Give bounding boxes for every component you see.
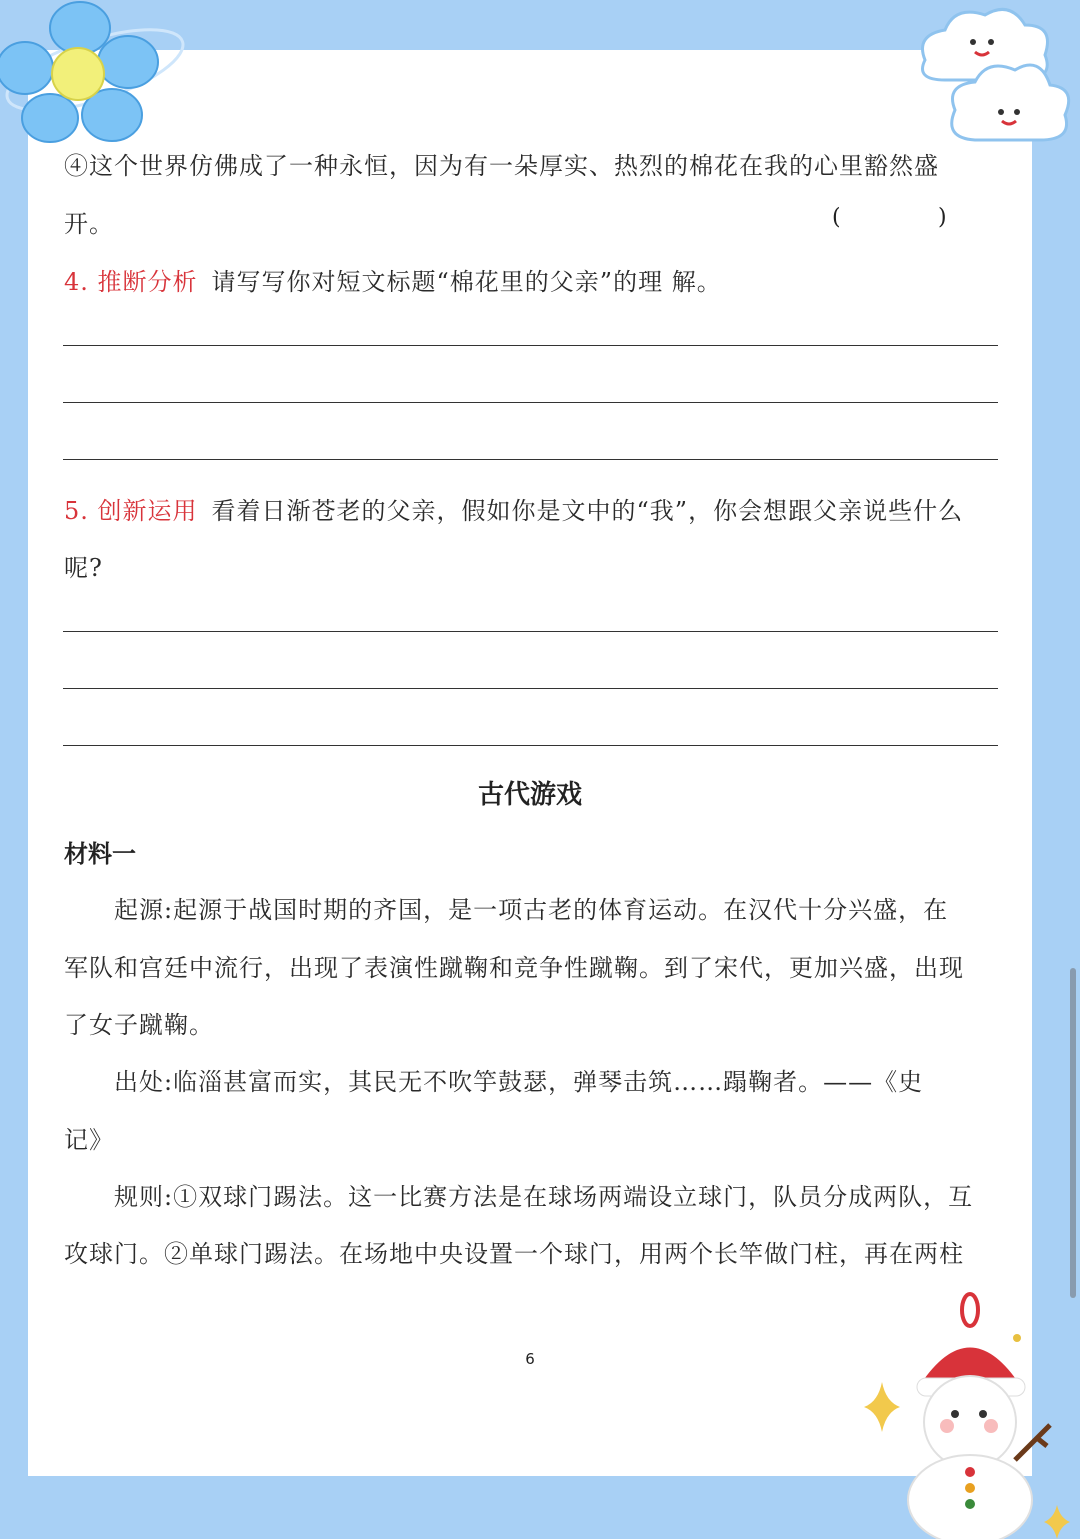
paragraph-line: 出处:临淄甚富而实，其民无不吹竽鼓瑟，弹琴击筑……蹋鞠者。——《史 — [114, 1068, 924, 1096]
paragraph-line: 记》 — [64, 1126, 114, 1154]
paragraph-line: 了女子蹴鞠。 — [64, 1011, 214, 1039]
answer-line[interactable] — [63, 631, 998, 632]
cloud-icon — [905, 0, 1080, 165]
answer-paren-close: ) — [938, 205, 947, 230]
question-4-text: 请写写你对短文标题“棉花里的父亲”的理 解。 — [211, 268, 722, 296]
answer-paren-open: ( — [832, 205, 841, 230]
question-5-line2: 呢? — [64, 554, 103, 582]
paragraph-line: 起源:起源于战国时期的齐国，是一项古老的体育运动。在汉代十分兴盛，在 — [114, 896, 949, 924]
sparkle-icon — [862, 1382, 902, 1432]
paragraph-line: 军队和宫廷中流行，出现了表演性蹴鞠和竞争性蹴鞠。到了宋代，更加兴盛，出现 — [64, 954, 964, 982]
answer-line[interactable] — [63, 459, 998, 460]
choice-item-4-line2: 开。 — [64, 210, 114, 238]
answer-line[interactable] — [63, 745, 998, 746]
answer-line[interactable] — [63, 345, 998, 346]
question-5-tag: 5. 创新运用 — [64, 497, 198, 525]
sparkle-icon — [1042, 1505, 1072, 1539]
choice-item-4-line1: ④这个世界仿佛成了一种永恒，因为有一朵厚实、热烈的棉花在我的心里豁然盛 — [64, 152, 939, 180]
section-title: 古代游戏 — [477, 780, 582, 810]
page-number: 6 — [525, 1350, 535, 1368]
question-5-text: 看着日渐苍老的父亲，假如你是文中的“我”，你会想跟父亲说些什么 — [211, 497, 964, 525]
question-5 — [64, 491, 963, 526]
flower-icon — [0, 0, 190, 160]
question-4-tag: 4. 推断分析 — [64, 268, 198, 296]
answer-line[interactable] — [63, 688, 998, 689]
paragraph-line: 规则:①双球门踢法。这一比赛方法是在球场两端设立球门，队员分成两队，互 — [114, 1183, 974, 1211]
answer-line[interactable] — [63, 402, 998, 403]
question-4 — [64, 262, 722, 297]
material-label: 材料一 — [64, 840, 136, 868]
scrollbar[interactable] — [1070, 968, 1076, 1298]
paragraph-line: 攻球门。②单球门踢法。在场地中央设置一个球门，用两个长竿做门柱，再在两柱 — [64, 1240, 964, 1268]
